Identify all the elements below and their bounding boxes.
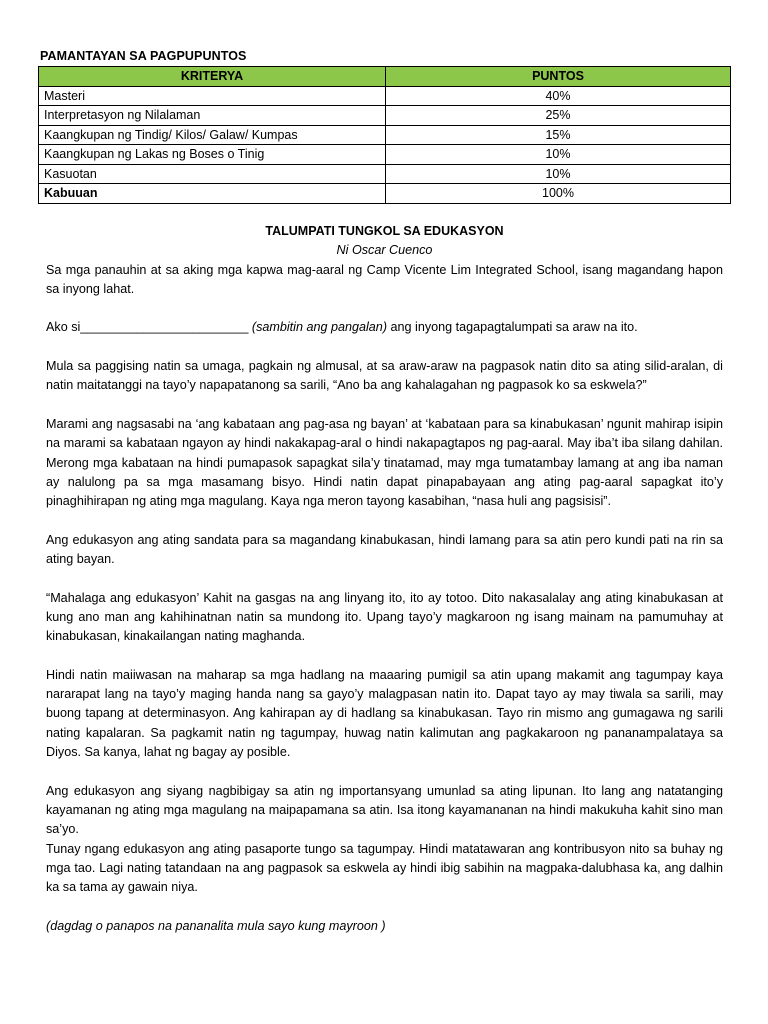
- speech-paragraph: Marami ang nagsasabi na ‘ang kabataan ang pag-asa ng bayan’ at ‘kabataan para sa kinabukasan’ ngunit mahirap isipin na marami sa kabataan ngayon ay hindi nakakapag-aral o hindi nakapagtapos ng pag-aaral. May iba’t iba silang dahilan. Merong mga kabataan na hindi pumapasok sapagkat sila’y tinatamad, may mga tumatambay lamang at ang iba naman ay nalulong pa sa mga masamang bisyo. Hindi natin dapat pinapabayaan ang ating pag-aaral sapagkat ito’y pinaghihirapan ng ating mga magulang. Kaya nga meron tayong kasabihan, “nasa huli ang pagsisisi”.: [46, 416, 723, 509]
- total-row: [39, 184, 731, 204]
- speech-paragraph-intro: [46, 318, 723, 337]
- table-row: [39, 125, 731, 145]
- header-points: PUNTOS: [386, 67, 731, 87]
- table-row: [39, 164, 731, 184]
- speech-paragraph: Ang edukasyon ang siyang nagbibigay sa atin ng importansyang umunlad sa ating lipunan. Ito lang ang natatanging kayamanan ng ating mga magulang na maipapamana sa atin. Isa itong kayamananan na hindi makukuha kahit sino man sa’yo.: [46, 783, 723, 837]
- speech-title: TALUMPATI TUNGKOL SA EDUKASYON: [265, 224, 504, 238]
- criterion-cell: Kaangkupan ng Tindig/ Kilos/ Galaw/ Kumpas: [39, 125, 386, 145]
- intro-end-text: ang inyong tagapagtalumpati sa araw na ito.: [387, 320, 638, 335]
- speech-paragraph: Mula sa paggising natin sa umaga, pagkain ng almusal, at sa araw-araw na pagpasok natin dito sa ating silid-aralan, di natin maitatanggi na tayo’y napapatanong sa sarili, “Ano ba ang kahalagahan ng pagpasok ko sa eskwela?”: [46, 359, 723, 393]
- table-row: [39, 145, 731, 165]
- criterion-cell: Kaangkupan ng Lakas ng Boses o Tinig: [39, 145, 386, 165]
- points-cell: 25%: [386, 106, 731, 126]
- rubric-title: PAMANTAYAN SA PAGPUPUNTOS: [40, 49, 247, 63]
- points-cell: 40%: [386, 86, 731, 106]
- speech-paragraph: Tunay ngang edukasyon ang ating pasaporte tungo sa tagumpay. Hindi matatawaran ang kontribusyon nito sa buhay ng mga tao. Lagi nating tatandaan na ang pagpasok sa eskwela ay hindi ibig sabihin na magpaka-dalubhasa ka, ang dalhin ka sa tama ay gawain niya.: [46, 841, 723, 895]
- criterion-cell: Masteri: [39, 86, 386, 106]
- speech-paragraph: Hindi natin maiiwasan na maharap sa mga hadlang na maaaring pumigil sa atin upang makamit ang tagumpay kaya nararapat lang na tayo’y maging handa nang sa gayo’y malagpasan natin ito. Dapat tayo ay may tiwala sa sarili, may buong tapang at determinasyon. Ang kahirapan ay di hadlang sa kinabukasan. Tayo rin mismo ang gumagawa ng sarili nating kapalaran. Sa pagkamit natin ng tagumpay, huwag natin kalimutan ang pagkakaroon ng pananampalataya sa Diyos. Sa kanya, lahat ng bagay ay posible.: [46, 667, 723, 760]
- criterion-cell: Interpretasyon ng Nilalaman: [39, 106, 386, 126]
- points-cell: 10%: [386, 145, 731, 165]
- closing-instruction: (dagdag o panapos na pananalita mula sayo kung mayroon ): [46, 918, 386, 933]
- total-label: Kabuuan: [39, 184, 386, 204]
- table-row: [39, 86, 731, 106]
- speech-paragraph: “Mahalaga ang edukasyon’ Kahit na gasgas na ang linyang ito, ito ay totoo. Dito nakasalalay ang ating kinabukasan at kung ano man ang kahihinatnan natin sa mundong ito. Upang tayo’y magkaroon ng isang mainam na pamumuhay at kinabukasan, kinakailangan nating maghanda.: [46, 590, 723, 644]
- table-row: [39, 106, 731, 126]
- instruction-text: (sambitin ang pangalan): [251, 320, 388, 335]
- speech-paragraph: Ang edukasyon ang ating sandata para sa magandang kinabukasan, hindi lamang para sa atin pero kundi pati na rin sa ating bayan.: [46, 532, 723, 567]
- rubric-header-row: [39, 67, 731, 87]
- criterion-cell: Kasuotan: [39, 164, 386, 184]
- speech-paragraph: Sa mga panauhin at sa aking mga kapwa mag-aaral ng Camp Vicente Lim Integrated School, isang magandang hapon sa inyong lahat.: [46, 262, 723, 296]
- rubric-table: [38, 66, 731, 204]
- speech-author: Ni Oscar Cuenco: [336, 243, 433, 258]
- speech-body: [46, 222, 723, 955]
- points-cell: 15%: [386, 125, 731, 145]
- total-points: 100%: [386, 184, 731, 204]
- header-criterion: KRITERYA: [39, 67, 386, 87]
- name-blank-text: Ako si________________________: [46, 320, 252, 335]
- points-cell: 10%: [386, 164, 731, 184]
